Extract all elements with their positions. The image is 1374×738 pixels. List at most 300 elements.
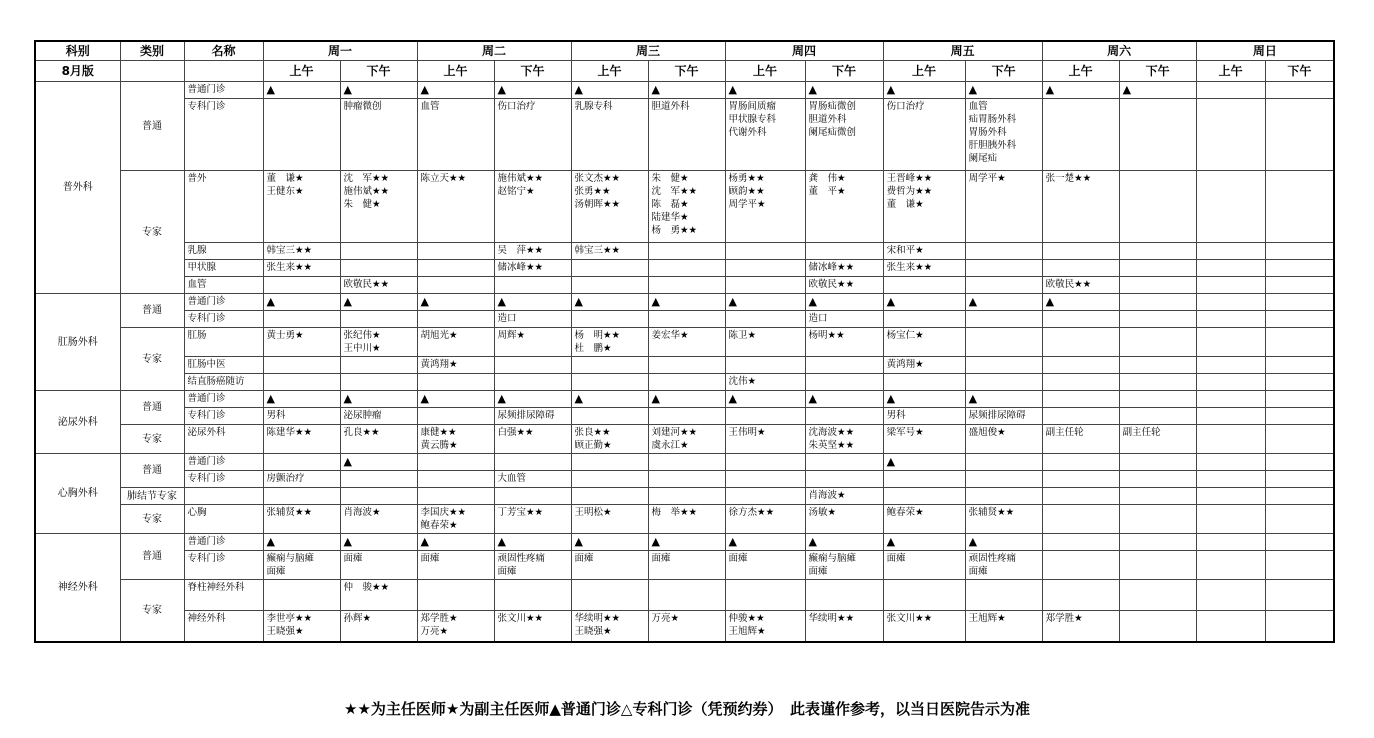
schedule-cell: 顽固性疼痛 面瘫 xyxy=(965,551,1042,580)
schedule-cell xyxy=(805,357,883,374)
schedule-cell xyxy=(1265,374,1334,391)
header-version: 8月版 xyxy=(35,61,120,82)
schedule-cell xyxy=(417,311,494,328)
schedule-cell: 胡旭光★ xyxy=(417,328,494,357)
schedule-cell xyxy=(725,408,805,425)
schedule-cell xyxy=(1042,374,1119,391)
schedule-cell xyxy=(1196,425,1265,454)
schedule-cell xyxy=(1265,534,1334,551)
header-day-wed: 周三 xyxy=(571,41,725,61)
schedule-cell: 吴 萍★★ xyxy=(494,243,571,260)
schedule-cell: 面瘫 xyxy=(725,551,805,580)
schedule-cell: 鲍春荣★ xyxy=(883,505,965,534)
schedule-cell: ▲ xyxy=(1042,294,1119,311)
header-pm: 下午 xyxy=(648,61,725,82)
schedule-row xyxy=(35,551,1334,580)
category-cell: 专家 xyxy=(120,580,184,642)
schedule-cell xyxy=(1042,311,1119,328)
schedule-cell: ▲ xyxy=(494,294,571,311)
schedule-cell: ▲ xyxy=(725,82,805,99)
clinic-name-cell: 普通门诊 xyxy=(184,391,263,408)
schedule-cell xyxy=(417,454,494,471)
schedule-cell xyxy=(1119,277,1196,294)
schedule-cell xyxy=(1196,471,1265,488)
schedule-cell: 伤口治疗 xyxy=(883,99,965,171)
schedule-cell: 盛旭俊★ xyxy=(965,425,1042,454)
schedule-cell: 储冰峰★★ xyxy=(805,260,883,277)
schedule-cell: 肖海波★ xyxy=(805,488,883,505)
schedule-cell: 黄鸿翔★ xyxy=(883,357,965,374)
schedule-cell xyxy=(1042,243,1119,260)
schedule-cell xyxy=(571,488,648,505)
schedule-cell: 面瘫 xyxy=(648,551,725,580)
schedule-cell: 陈立天★★ xyxy=(417,171,494,243)
schedule-cell xyxy=(571,260,648,277)
schedule-cell: 朱 健★ 沈 军★★ 陈 磊★ 陆建华★ 杨 勇★★ xyxy=(648,171,725,243)
schedule-cell: ▲ xyxy=(263,534,340,551)
schedule-cell xyxy=(883,374,965,391)
department-cell: 普外科 xyxy=(35,82,120,294)
schedule-cell xyxy=(1265,294,1334,311)
schedule-cell: 王旭辉★ xyxy=(965,611,1042,642)
schedule-cell xyxy=(965,277,1042,294)
schedule-cell: 董 谦★ 王健东★ xyxy=(263,171,340,243)
schedule-cell xyxy=(725,488,805,505)
schedule-cell xyxy=(263,374,340,391)
schedule-row xyxy=(35,408,1334,425)
schedule-cell xyxy=(263,357,340,374)
schedule-row xyxy=(35,488,1334,505)
schedule-cell xyxy=(1196,551,1265,580)
schedule-cell: 沈 军★★ 施伟斌★★ 朱 健★ xyxy=(340,171,417,243)
clinic-name-cell: 甲状腺 xyxy=(184,260,263,277)
schedule-cell: 张辅贤★★ xyxy=(263,505,340,534)
schedule-cell: ▲ xyxy=(883,294,965,311)
schedule-cell xyxy=(1042,471,1119,488)
schedule-cell xyxy=(1196,488,1265,505)
schedule-cell xyxy=(1196,611,1265,642)
schedule-cell xyxy=(1042,357,1119,374)
header-pm: 下午 xyxy=(1265,61,1334,82)
schedule-cell: ▲ xyxy=(417,82,494,99)
schedule-cell: 王晋峰★★ 费哲为★★ 董 谦★ xyxy=(883,171,965,243)
schedule-cell: 欧敬民★★ xyxy=(340,277,417,294)
category-cell: 普通 xyxy=(120,82,184,171)
schedule-row xyxy=(35,243,1334,260)
schedule-cell: 杨明★★ xyxy=(805,328,883,357)
schedule-cell: ▲ xyxy=(883,82,965,99)
schedule-cell xyxy=(263,580,340,611)
schedule-row xyxy=(35,294,1334,311)
schedule-cell: 张一楚★★ xyxy=(1042,171,1119,243)
schedule-cell xyxy=(340,357,417,374)
schedule-cell xyxy=(1196,534,1265,551)
schedule-cell xyxy=(883,311,965,328)
schedule-cell xyxy=(1042,580,1119,611)
schedule-cell xyxy=(1265,391,1334,408)
schedule-cell xyxy=(883,488,965,505)
schedule-cell xyxy=(1265,488,1334,505)
schedule-cell xyxy=(725,471,805,488)
schedule-cell xyxy=(1265,425,1334,454)
schedule-cell xyxy=(1119,551,1196,580)
schedule-row xyxy=(35,171,1334,243)
schedule-row xyxy=(35,580,1334,611)
category-cell: 普通 xyxy=(120,454,184,488)
schedule-cell: 乳腺专科 xyxy=(571,99,648,171)
schedule-cell: ▲ xyxy=(417,391,494,408)
schedule-cell xyxy=(725,357,805,374)
schedule-cell xyxy=(1196,294,1265,311)
schedule-cell xyxy=(1196,408,1265,425)
schedule-cell: ▲ xyxy=(494,82,571,99)
schedule-cell: 沈海波★★ 朱英坚★★ xyxy=(805,425,883,454)
schedule-cell xyxy=(494,277,571,294)
schedule-cell: 徐方杰★★ xyxy=(725,505,805,534)
schedule-cell: ▲ xyxy=(571,391,648,408)
schedule-cell: 欧敬民★★ xyxy=(805,277,883,294)
clinic-name-cell: 肛肠中医 xyxy=(184,357,263,374)
schedule-cell: 造口 xyxy=(494,311,571,328)
schedule-cell xyxy=(1265,277,1334,294)
schedule-cell xyxy=(883,277,965,294)
schedule-cell: 面瘫 xyxy=(571,551,648,580)
schedule-cell xyxy=(1265,611,1334,642)
schedule-cell xyxy=(417,408,494,425)
schedule-cell: ▲ xyxy=(883,454,965,471)
schedule-cell: 尿频排尿障碍 xyxy=(965,408,1042,425)
clinic-name-cell: 专科门诊 xyxy=(184,408,263,425)
schedule-cell: 造口 xyxy=(805,311,883,328)
schedule-cell xyxy=(805,243,883,260)
schedule-cell xyxy=(725,454,805,471)
clinic-name-cell: 专科门诊 xyxy=(184,311,263,328)
schedule-cell xyxy=(1042,454,1119,471)
schedule-cell xyxy=(805,408,883,425)
schedule-cell: 周学平★ xyxy=(965,171,1042,243)
schedule-cell xyxy=(340,260,417,277)
schedule-cell: 顽固性疼痛 面瘫 xyxy=(494,551,571,580)
schedule-cell xyxy=(1042,488,1119,505)
schedule-cell: 肖海波★ xyxy=(340,505,417,534)
header-pm: 下午 xyxy=(340,61,417,82)
schedule-cell xyxy=(725,580,805,611)
schedule-cell: 杨勇★★ 顾韵★★ 周学平★ xyxy=(725,171,805,243)
schedule-cell: ▲ xyxy=(965,82,1042,99)
schedule-row xyxy=(35,260,1334,277)
schedule-cell: ▲ xyxy=(883,391,965,408)
schedule-cell xyxy=(1042,391,1119,408)
header-am: 上午 xyxy=(1196,61,1265,82)
schedule-row xyxy=(35,611,1334,642)
schedule-cell: 黄鸿翔★ xyxy=(417,357,494,374)
schedule-cell: ▲ xyxy=(725,534,805,551)
schedule-cell: 郑学胜★ xyxy=(1042,611,1119,642)
schedule-cell: 周辉★ xyxy=(494,328,571,357)
schedule-cell xyxy=(1119,171,1196,243)
header-pm: 下午 xyxy=(1119,61,1196,82)
schedule-cell xyxy=(965,471,1042,488)
schedule-row xyxy=(35,454,1334,471)
header-pm: 下午 xyxy=(965,61,1042,82)
schedule-cell xyxy=(1265,454,1334,471)
schedule-cell: 白强★★ xyxy=(494,425,571,454)
header-day-sun: 周日 xyxy=(1196,41,1334,61)
schedule-cell xyxy=(1042,99,1119,171)
schedule-cell xyxy=(1196,454,1265,471)
schedule-cell: ▲ xyxy=(725,391,805,408)
schedule-cell xyxy=(340,311,417,328)
schedule-cell xyxy=(1265,311,1334,328)
schedule-cell xyxy=(805,580,883,611)
clinic-name-cell: 普通门诊 xyxy=(184,454,263,471)
schedule-cell xyxy=(1196,171,1265,243)
schedule-cell: 张文杰★★ 张勇★★ 汤朝晖★★ xyxy=(571,171,648,243)
schedule-cell: 张文川★★ xyxy=(494,611,571,642)
schedule-cell: 男科 xyxy=(883,408,965,425)
legend-text: ★★为主任医师★为副主任医师▲普通门诊△专科门诊（凭预约券） 此表谨作参考，以当日医院告示为准 xyxy=(344,700,1030,718)
clinic-name-cell: 专科门诊 xyxy=(184,551,263,580)
schedule-cell: 张生来★★ xyxy=(883,260,965,277)
schedule-cell xyxy=(648,471,725,488)
schedule-cell: 黄士勇★ xyxy=(263,328,340,357)
schedule-cell xyxy=(648,311,725,328)
schedule-cell xyxy=(1042,505,1119,534)
header-am: 上午 xyxy=(571,61,648,82)
schedule-row xyxy=(35,391,1334,408)
schedule-row xyxy=(35,357,1334,374)
schedule-cell xyxy=(648,580,725,611)
header-row-days xyxy=(35,41,1334,61)
schedule-cell: 仲 骏★★ xyxy=(340,580,417,611)
header-blank xyxy=(184,61,263,82)
schedule-cell xyxy=(1042,408,1119,425)
schedule-cell xyxy=(1265,328,1334,357)
schedule-cell: ▲ xyxy=(965,294,1042,311)
category-cell: 专家 xyxy=(120,328,184,391)
schedule-cell xyxy=(1196,311,1265,328)
schedule-cell xyxy=(571,277,648,294)
schedule-cell: ▲ xyxy=(263,82,340,99)
schedule-cell: ▲ xyxy=(1042,82,1119,99)
schedule-cell: 陈卫★ xyxy=(725,328,805,357)
schedule-cell: 伤口治疗 xyxy=(494,99,571,171)
schedule-cell xyxy=(965,374,1042,391)
schedule-cell: 丁芳宝★★ xyxy=(494,505,571,534)
schedule-cell xyxy=(340,374,417,391)
schedule-cell: 肿瘤微创 xyxy=(340,99,417,171)
schedule-cell xyxy=(725,311,805,328)
schedule-cell: ▲ xyxy=(648,534,725,551)
category-cell: 普通 xyxy=(120,534,184,580)
schedule-cell: 房颤治疗 xyxy=(263,471,340,488)
schedule-cell: ▲ xyxy=(340,534,417,551)
schedule-cell: 刘建河★★ 虞永江★ xyxy=(648,425,725,454)
schedule-cell xyxy=(1119,328,1196,357)
schedule-cell: 癫痫与脑瘫 面瘫 xyxy=(805,551,883,580)
schedule-cell xyxy=(1119,311,1196,328)
clinic-name-cell: 普通门诊 xyxy=(184,294,263,311)
schedule-cell xyxy=(417,488,494,505)
department-cell: 心胸外科 xyxy=(35,454,120,534)
schedule-cell xyxy=(1119,260,1196,277)
header-day-mon: 周一 xyxy=(263,41,417,61)
schedule-cell xyxy=(263,454,340,471)
schedule-cell xyxy=(1119,408,1196,425)
schedule-cell: 万亮★ xyxy=(648,611,725,642)
clinic-name-cell: 血管 xyxy=(184,277,263,294)
schedule-cell xyxy=(417,374,494,391)
category-cell: 肺结节专家 xyxy=(120,488,184,505)
schedule-cell: 杨宝仁★ xyxy=(883,328,965,357)
schedule-cell: 面瘫 xyxy=(883,551,965,580)
schedule-cell xyxy=(883,471,965,488)
schedule-cell: 尿频排尿障碍 xyxy=(494,408,571,425)
header-am: 上午 xyxy=(725,61,805,82)
schedule-cell xyxy=(883,580,965,611)
header-am: 上午 xyxy=(883,61,965,82)
header-am: 上午 xyxy=(417,61,494,82)
header-day-fri: 周五 xyxy=(883,41,1042,61)
schedule-cell: 泌尿肿瘤 xyxy=(340,408,417,425)
schedule-cell: 梁军号★ xyxy=(883,425,965,454)
schedule-cell: 欧敬民★★ xyxy=(1042,277,1119,294)
schedule-cell: 陈建华★★ xyxy=(263,425,340,454)
schedule-cell xyxy=(417,277,494,294)
department-cell: 泌尿外科 xyxy=(35,391,120,454)
schedule-cell xyxy=(965,580,1042,611)
schedule-cell xyxy=(494,580,571,611)
schedule-cell xyxy=(1119,357,1196,374)
department-cell: 肛肠外科 xyxy=(35,294,120,391)
clinic-name-cell: 普通门诊 xyxy=(184,534,263,551)
schedule-cell xyxy=(965,260,1042,277)
schedule-cell: ▲ xyxy=(494,534,571,551)
schedule-cell xyxy=(494,374,571,391)
schedule-cell: 王明松★ xyxy=(571,505,648,534)
schedule-cell: ▲ xyxy=(805,294,883,311)
schedule-cell xyxy=(1042,551,1119,580)
schedule-cell xyxy=(1265,551,1334,580)
schedule-cell: 张辅贤★★ xyxy=(965,505,1042,534)
schedule-cell xyxy=(965,488,1042,505)
schedule-row xyxy=(35,82,1334,99)
schedule-cell xyxy=(340,488,417,505)
schedule-cell xyxy=(1042,534,1119,551)
schedule-cell: ▲ xyxy=(965,391,1042,408)
category-cell: 专家 xyxy=(120,171,184,294)
schedule-cell xyxy=(648,408,725,425)
schedule-cell: ▲ xyxy=(340,454,417,471)
schedule-cell xyxy=(1042,260,1119,277)
schedule-cell xyxy=(1119,374,1196,391)
clinic-name-cell: 普外 xyxy=(184,171,263,243)
schedule-cell xyxy=(494,454,571,471)
category-cell: 专家 xyxy=(120,505,184,534)
schedule-cell xyxy=(263,488,340,505)
schedule-cell xyxy=(1196,580,1265,611)
schedule-row xyxy=(35,471,1334,488)
schedule-cell xyxy=(1196,277,1265,294)
schedule-cell: 沈伟★ xyxy=(725,374,805,391)
schedule-cell: 康健★★ 黄云腾★ xyxy=(417,425,494,454)
schedule-cell: 面瘫 xyxy=(417,551,494,580)
schedule-cell xyxy=(494,357,571,374)
schedule-cell xyxy=(571,454,648,471)
schedule-cell xyxy=(1119,534,1196,551)
schedule-table xyxy=(34,40,1335,643)
schedule-cell xyxy=(1119,99,1196,171)
schedule-cell: 梅 举★★ xyxy=(648,505,725,534)
schedule-cell: ▲ xyxy=(494,391,571,408)
clinic-name-cell: 肛肠 xyxy=(184,328,263,357)
schedule-cell xyxy=(1196,82,1265,99)
schedule-cell xyxy=(571,580,648,611)
schedule-row xyxy=(35,277,1334,294)
schedule-cell xyxy=(263,99,340,171)
schedule-cell xyxy=(965,243,1042,260)
schedule-cell xyxy=(965,311,1042,328)
header-blank xyxy=(120,61,184,82)
schedule-cell xyxy=(1196,374,1265,391)
schedule-cell xyxy=(1119,391,1196,408)
schedule-cell: 宋和平★ xyxy=(883,243,965,260)
header-row-halfday xyxy=(35,61,1334,82)
schedule-cell: 张文川★★ xyxy=(883,611,965,642)
schedule-cell xyxy=(965,454,1042,471)
schedule-cell xyxy=(1119,505,1196,534)
schedule-cell xyxy=(1119,471,1196,488)
schedule-cell xyxy=(417,243,494,260)
schedule-row xyxy=(35,328,1334,357)
schedule-cell xyxy=(1196,357,1265,374)
schedule-cell: 杨 明★★ 杜 鹏★ xyxy=(571,328,648,357)
schedule-cell: ▲ xyxy=(263,294,340,311)
schedule-cell xyxy=(1196,505,1265,534)
schedule-cell xyxy=(1265,471,1334,488)
schedule-cell: 孙辉★ xyxy=(340,611,417,642)
schedule-cell: 储冰峰★★ xyxy=(494,260,571,277)
schedule-cell xyxy=(648,374,725,391)
schedule-cell xyxy=(1119,454,1196,471)
schedule-cell xyxy=(648,454,725,471)
schedule-cell: 龚 伟★ 董 平★ xyxy=(805,171,883,243)
schedule-cell: 胃肠间质瘤 甲状腺专科 代谢外科 xyxy=(725,99,805,171)
header-dept: 科别 xyxy=(35,41,120,61)
schedule-cell: 癫痫与脑瘫 面瘫 xyxy=(263,551,340,580)
schedule-cell: ▲ xyxy=(571,534,648,551)
schedule-cell xyxy=(1196,99,1265,171)
clinic-name-cell: 乳腺 xyxy=(184,243,263,260)
schedule-cell xyxy=(648,243,725,260)
schedule-cell xyxy=(1265,580,1334,611)
schedule-cell xyxy=(340,243,417,260)
header-am: 上午 xyxy=(1042,61,1119,82)
schedule-row xyxy=(35,425,1334,454)
schedule-cell: 郑学胜★ 万亮★ xyxy=(417,611,494,642)
schedule-cell xyxy=(1265,171,1334,243)
schedule-cell xyxy=(494,488,571,505)
clinic-name-cell: 结直肠癌随访 xyxy=(184,374,263,391)
schedule-row xyxy=(35,99,1334,171)
schedule-cell: 韩宝三★★ xyxy=(571,243,648,260)
schedule-cell: ▲ xyxy=(805,391,883,408)
schedule-cell: ▲ xyxy=(648,391,725,408)
schedule-cell xyxy=(571,471,648,488)
schedule-cell xyxy=(1042,328,1119,357)
schedule-cell: 王伟明★ xyxy=(725,425,805,454)
schedule-cell: ▲ xyxy=(725,294,805,311)
